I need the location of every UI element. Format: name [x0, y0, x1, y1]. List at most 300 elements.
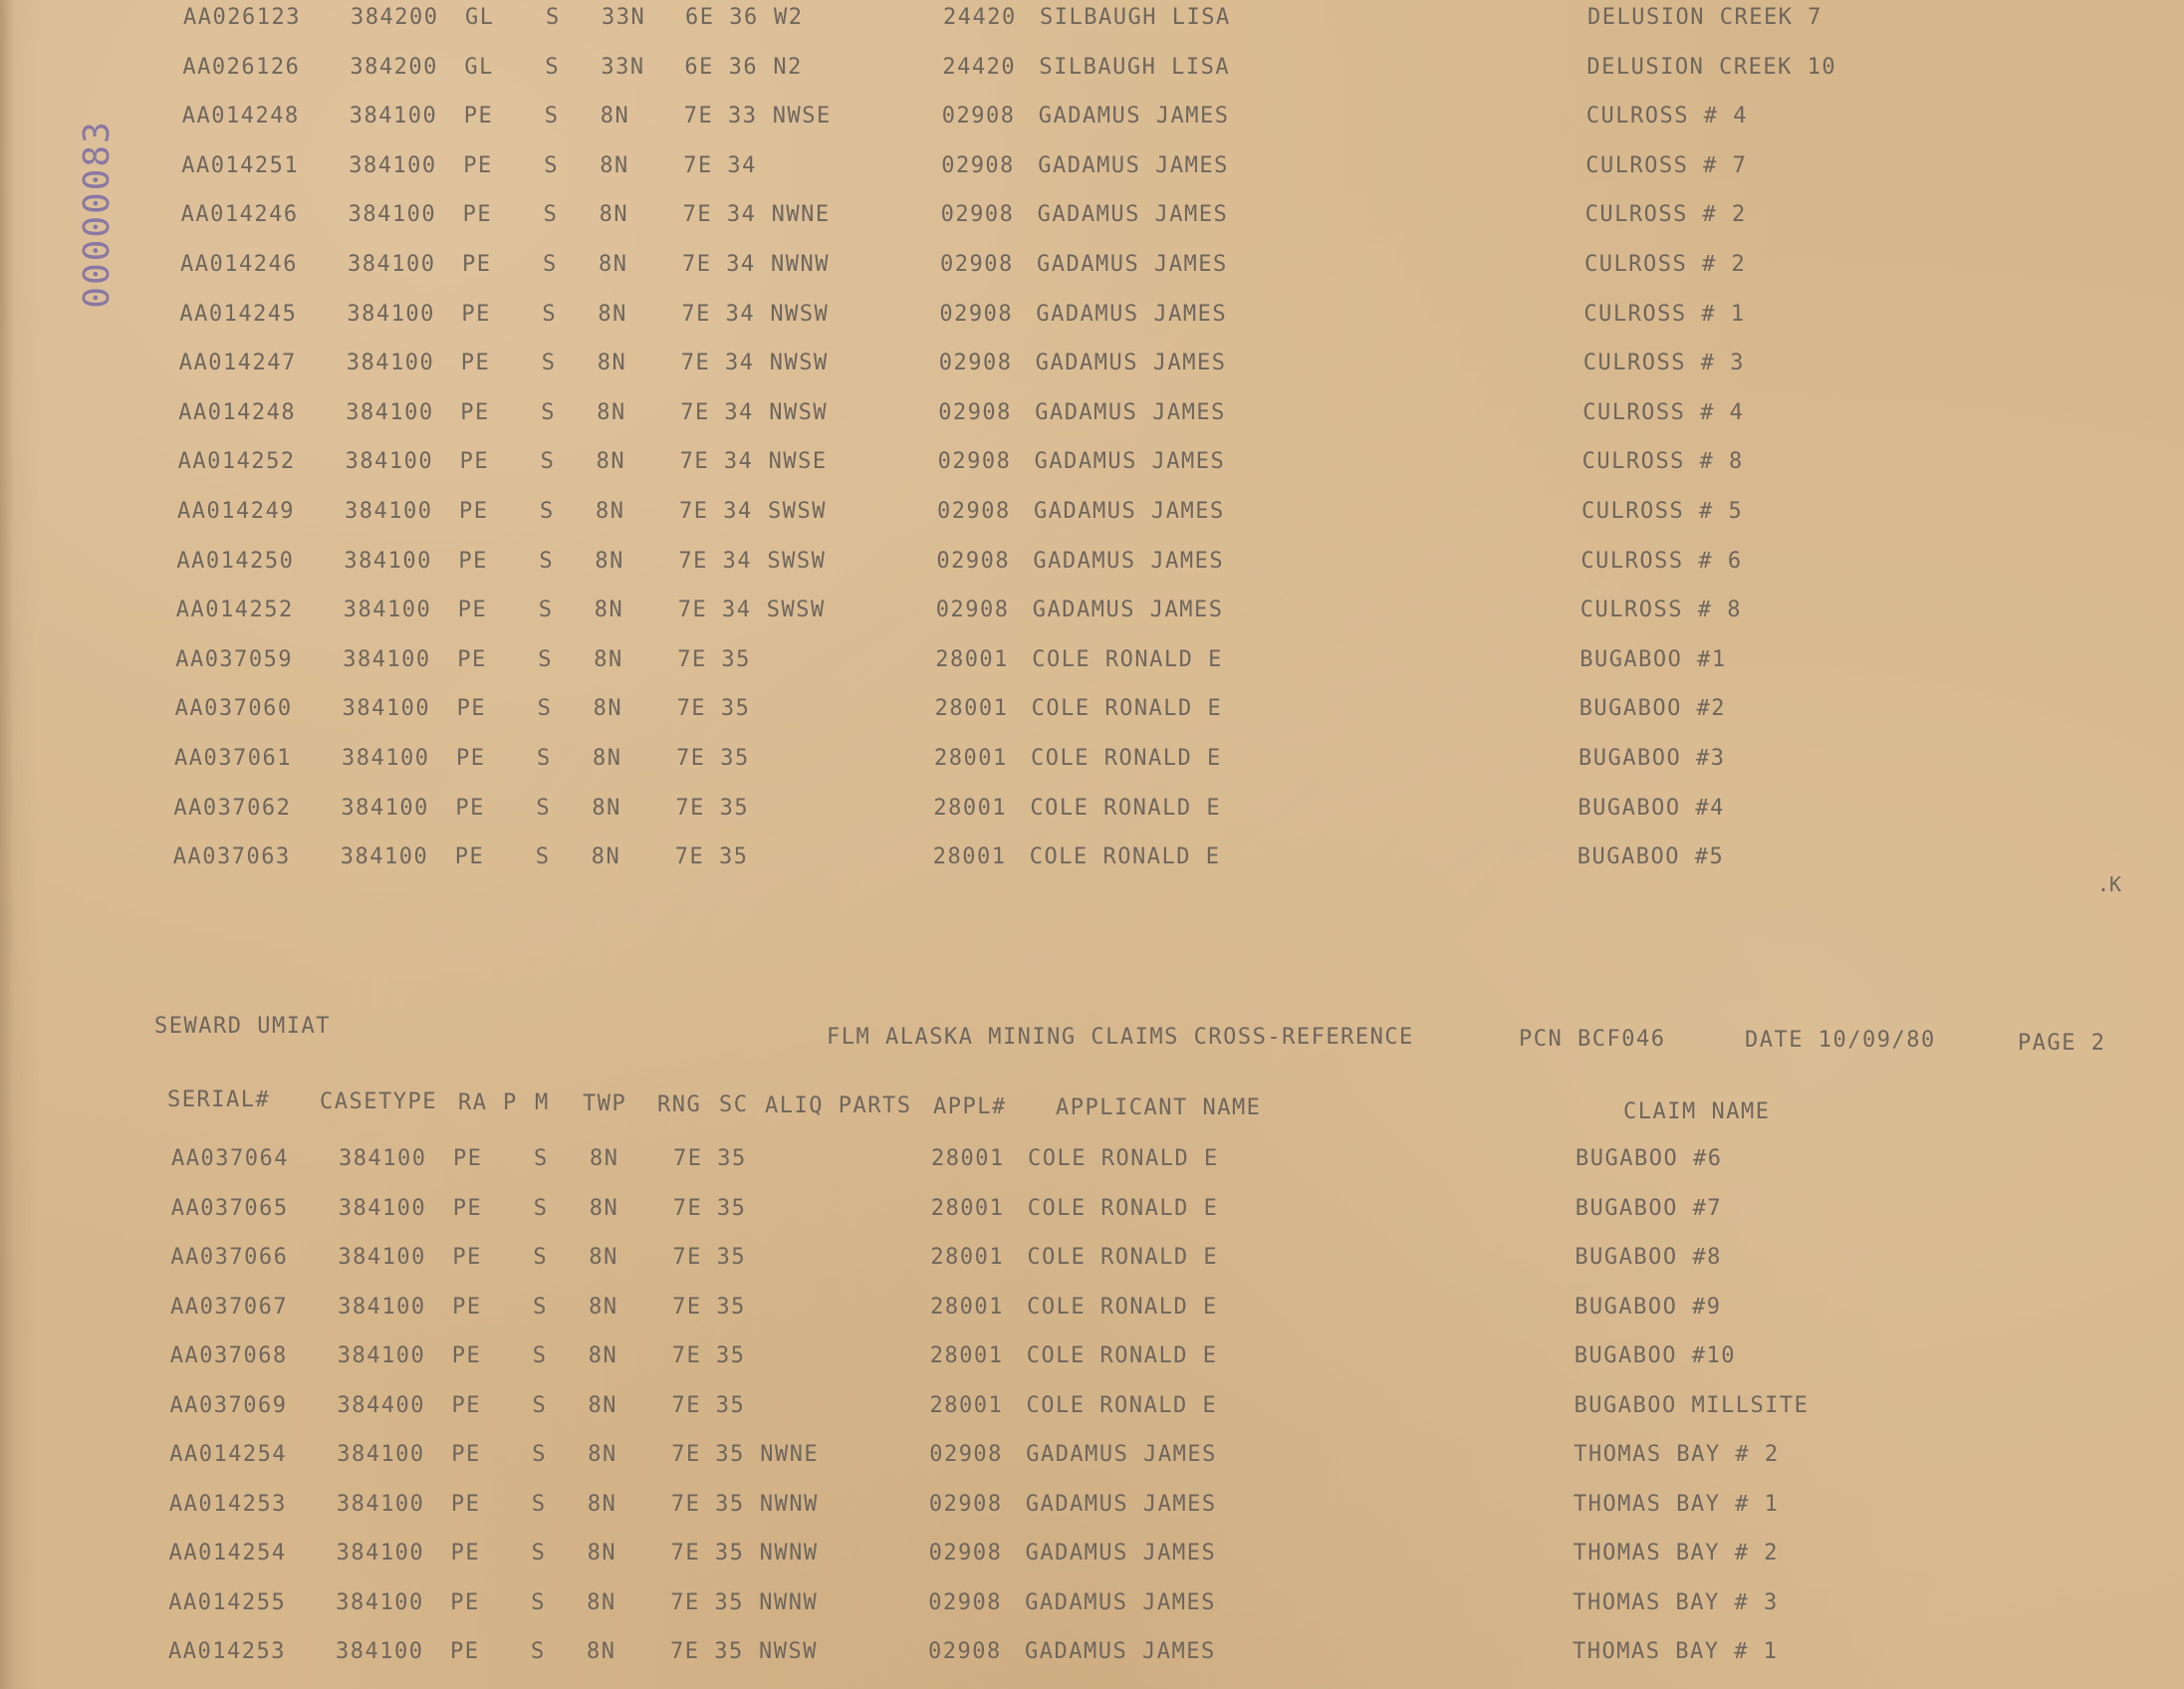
col-applicant-name: APPLICANT NAME: [1056, 1095, 1262, 1120]
serial-number: AA037068: [169, 1343, 288, 1368]
claim-name: CULROSS # 6: [1580, 548, 1743, 574]
township: 8N: [589, 1195, 619, 1221]
applicant-name: GADAMUS JAMES: [1038, 104, 1230, 129]
ra-code: PE: [463, 152, 493, 178]
casetype: 384100: [338, 1195, 427, 1221]
township: 8N: [600, 104, 630, 129]
applicant-name: GADAMUS JAMES: [1034, 499, 1225, 524]
meridian: S: [533, 1245, 549, 1270]
range-section: 7E 35: [673, 1146, 747, 1171]
applicant-name: COLE RONALD E: [1028, 1146, 1219, 1171]
range-section: 6E 36: [685, 5, 759, 30]
ra-code: PE: [451, 1343, 482, 1368]
casetype: 384100: [336, 1491, 425, 1517]
casetype: 384100: [338, 1245, 426, 1270]
township: 8N: [591, 844, 621, 870]
township: 8N: [598, 301, 627, 327]
township: 8N: [594, 598, 624, 623]
applicant-number: 28001: [934, 696, 1009, 722]
meridian: S: [544, 152, 559, 178]
casetype: 384100: [337, 1442, 425, 1467]
applicant-number: 02908: [936, 548, 1011, 574]
township: 8N: [587, 1491, 617, 1517]
township: 8N: [589, 1294, 618, 1320]
table-row: [0, 642, 2180, 678]
meridian: S: [543, 252, 558, 277]
applicant-number: 02908: [928, 1589, 1003, 1615]
table-row: [1, 247, 2184, 283]
applicant-number: 02908: [937, 499, 1011, 524]
col-claim-name: CLAIM NAME: [1623, 1099, 1771, 1124]
claim-name: CULROSS # 1: [1583, 301, 1746, 327]
range-section: 7E 34: [678, 548, 753, 574]
range-section: 7E 35: [671, 1392, 746, 1418]
township: 8N: [599, 202, 629, 228]
claim-name: CULROSS # 5: [1581, 499, 1744, 524]
applicant-name: COLE RONALD E: [1029, 844, 1221, 870]
meridian: S: [537, 746, 552, 771]
township: 8N: [587, 1589, 616, 1615]
ra-code: PE: [457, 598, 488, 623]
applicant-name: GADAMUS JAMES: [1037, 202, 1229, 228]
ra-code: PE: [456, 746, 486, 771]
range-section: 7E 35: [672, 1195, 747, 1221]
claim-name: BUGABOO #10: [1574, 1343, 1737, 1368]
claim-name: BUGABOO #4: [1577, 795, 1725, 821]
applicant-name: GADAMUS JAMES: [1035, 351, 1227, 376]
applicant-number: 02908: [929, 1442, 1003, 1467]
aliquot-parts: NWNE: [760, 1442, 820, 1467]
meridian: S: [540, 449, 556, 475]
claim-name: CULROSS # 7: [1585, 152, 1748, 178]
col-aliq-parts: ALIQ PARTS: [765, 1093, 912, 1118]
table-row: [0, 1437, 2174, 1473]
ra-code: PE: [450, 1541, 481, 1566]
ra-code: PE: [459, 449, 490, 475]
claim-name: BUGABOO #3: [1578, 746, 1726, 771]
ra-code: PE: [450, 1589, 480, 1615]
table-row: [0, 544, 2181, 580]
page-number: PAGE 2: [2018, 1031, 2106, 1056]
casetype: 384100: [344, 548, 432, 574]
casetype: 384100: [336, 1589, 424, 1615]
township: 8N: [595, 548, 624, 574]
range-section: 7E 35: [670, 1541, 745, 1566]
serial-number: AA014248: [181, 104, 300, 129]
claim-name: BUGABOO #8: [1575, 1245, 1722, 1270]
applicant-number: 02908: [928, 1491, 1003, 1517]
meridian: S: [541, 399, 556, 425]
serial-number: AA014246: [180, 202, 299, 228]
range-section: 7E 34: [682, 202, 757, 228]
casetype: 384400: [337, 1392, 425, 1418]
meridian: S: [544, 104, 560, 129]
table-row: [3, 99, 2184, 134]
claim-name: BUGABOO #1: [1579, 646, 1727, 672]
casetype: 384100: [340, 844, 429, 870]
aliquot-parts: SWSW: [766, 598, 826, 623]
claim-name: BUGABOO #6: [1576, 1146, 1723, 1171]
township: 8N: [587, 1639, 616, 1664]
aliquot-parts: NWNE: [771, 202, 831, 228]
ra-code: PE: [463, 104, 494, 129]
township: 8N: [594, 646, 623, 672]
range-section: 7E 35: [672, 1245, 747, 1270]
serial-number: AA014255: [168, 1589, 287, 1615]
applicant-number: 02908: [940, 252, 1014, 277]
meridian: S: [538, 598, 554, 623]
applicant-name: GADAMUS JAMES: [1025, 1541, 1217, 1566]
casetype: 384100: [339, 1146, 427, 1171]
range-section: 7E 34: [681, 301, 756, 327]
casetype: 384100: [337, 1343, 426, 1368]
page-stamp-number: 00000083: [77, 120, 118, 309]
table-row: [0, 297, 2184, 333]
township: 33N: [601, 54, 645, 80]
ra-code: PE: [451, 1442, 481, 1467]
pcn-label: PCN BCF046: [1519, 1027, 1666, 1052]
serial-number: AA037064: [171, 1146, 289, 1171]
casetype: 384100: [341, 795, 429, 821]
range-section: 6E 36: [684, 54, 759, 80]
casetype: 384100: [345, 499, 433, 524]
aliquot-parts: NWSW: [770, 301, 830, 327]
township: 8N: [592, 795, 621, 821]
range-section: 7E 34: [679, 449, 754, 475]
meridian: S: [531, 1491, 547, 1517]
col-serial: SERIAL#: [167, 1087, 271, 1112]
ra-code: PE: [457, 646, 487, 672]
applicant-name: COLE RONALD E: [1027, 1195, 1219, 1221]
ra-code: PE: [458, 548, 488, 574]
ra-code: PE: [452, 1294, 482, 1320]
range-section: 7E 35: [675, 795, 750, 821]
serial-number: AA037066: [170, 1245, 289, 1270]
applicant-name: GADAMUS JAMES: [1037, 252, 1228, 277]
applicant-number: 28001: [929, 1343, 1004, 1368]
aliquot-parts: NWNW: [759, 1589, 819, 1615]
claim-name: THOMAS BAY # 2: [1574, 1442, 1780, 1467]
casetype: 384100: [348, 202, 437, 228]
meridian: S: [532, 1343, 548, 1368]
serial-number: AA014254: [168, 1541, 287, 1566]
meridian: S: [534, 1146, 549, 1171]
applicant-number: 02908: [940, 202, 1015, 228]
col-p: P: [503, 1090, 518, 1115]
meridian: S: [543, 202, 559, 228]
ra-code: PE: [455, 795, 485, 821]
meridian: S: [536, 795, 552, 821]
ra-code: PE: [462, 252, 492, 277]
ra-code: PE: [452, 1195, 483, 1221]
serial-number: AA014249: [177, 499, 295, 524]
meridian: S: [531, 1639, 546, 1664]
applicant-name: GADAMUS JAMES: [1034, 449, 1226, 475]
col-appl: APPL#: [933, 1094, 1007, 1119]
applicant-name: SILBAUGH LISA: [1039, 54, 1231, 80]
edge-mark: .K: [2097, 872, 2122, 896]
applicant-number: 28001: [929, 1392, 1004, 1418]
serial-number: AA014254: [169, 1442, 288, 1467]
table-row: [0, 494, 2182, 530]
ra-code: GL: [465, 5, 495, 30]
table-row: [0, 1240, 2175, 1276]
casetype: 384100: [346, 351, 435, 376]
ra-code: PE: [460, 351, 491, 376]
casetype: 384100: [348, 252, 436, 277]
applicant-name: COLE RONALD E: [1032, 646, 1223, 672]
range-section: 7E 34: [679, 499, 753, 524]
casetype: 384100: [343, 598, 432, 623]
casetype: 384100: [349, 104, 438, 129]
meridian: S: [537, 696, 553, 722]
meridian: S: [533, 1294, 548, 1320]
range-section: 7E 35: [672, 1294, 746, 1320]
township: 8N: [597, 351, 627, 376]
casetype: 384100: [343, 646, 431, 672]
aliquot-parts: N2: [773, 54, 803, 80]
claim-name: THOMAS BAY # 1: [1573, 1639, 1779, 1664]
aliquot-parts: W2: [774, 5, 804, 30]
range-section: 7E 33: [683, 104, 758, 129]
range-section: 7E 35: [670, 1589, 745, 1615]
meridian: S: [546, 5, 561, 30]
casetype: 384100: [342, 696, 431, 722]
applicant-name: GADAMUS JAMES: [1036, 301, 1228, 327]
table-row: [2, 197, 2184, 233]
meridian: S: [539, 548, 555, 574]
claim-name: BUGABOO MILLSITE: [1574, 1392, 1810, 1418]
applicant-name: SILBAUGH LISA: [1040, 5, 1231, 30]
table-row: [0, 840, 2178, 875]
township: 8N: [590, 1146, 619, 1171]
applicant-number: 02908: [938, 351, 1013, 376]
township: 8N: [593, 746, 622, 771]
township: 8N: [596, 449, 626, 475]
applicant-number: 02908: [935, 598, 1010, 623]
claim-name: THOMAS BAY # 1: [1573, 1491, 1780, 1517]
ra-code: PE: [450, 1639, 480, 1664]
meridian: S: [540, 499, 555, 524]
table-row: [0, 791, 2178, 827]
serial-number: AA014252: [175, 598, 294, 623]
col-twp: TWP: [583, 1091, 627, 1116]
range-section: 7E 35: [676, 746, 750, 771]
ra-code: PE: [454, 844, 485, 870]
casetype: 384200: [351, 5, 439, 30]
claim-name: CULROSS # 2: [1584, 252, 1747, 277]
date-label: DATE 10/09/80: [1745, 1028, 1936, 1053]
range-section: 7E 34: [677, 598, 752, 623]
region-label: SEWARD UMIAT: [154, 1014, 331, 1039]
table-row: [0, 691, 2180, 727]
claim-name: CULROSS # 4: [1585, 104, 1749, 129]
casetype: 384100: [336, 1639, 424, 1664]
range-section: 7E 35: [671, 1343, 746, 1368]
applicant-name: GADAMUS JAMES: [1033, 548, 1225, 574]
township: 8N: [600, 152, 629, 178]
claim-name: CULROSS # 4: [1582, 399, 1745, 425]
serial-number: AA037059: [175, 646, 294, 672]
table-row: [0, 1536, 2174, 1571]
casetype: 384100: [346, 399, 434, 425]
table-row: [0, 1191, 2176, 1227]
meridian: S: [533, 1195, 549, 1221]
serial-number: AA014251: [181, 152, 300, 178]
serial-number: AA014253: [168, 1639, 286, 1664]
aliquot-parts: NWSE: [768, 449, 828, 475]
claim-name: CULROSS # 8: [1579, 598, 1743, 623]
applicant-name: COLE RONALD E: [1026, 1392, 1218, 1418]
table-row: [0, 444, 2183, 480]
range-section: 7E 35: [670, 1639, 744, 1664]
claim-name: BUGABOO #7: [1575, 1195, 1723, 1221]
casetype: 384100: [349, 152, 437, 178]
table-row: [0, 1290, 2175, 1326]
meridian: S: [532, 1392, 548, 1418]
serial-number: AA037069: [169, 1392, 288, 1418]
applicant-name: COLE RONALD E: [1027, 1294, 1218, 1320]
serial-number: AA037062: [173, 795, 292, 821]
applicant-number: 28001: [935, 646, 1009, 672]
applicant-name: GADAMUS JAMES: [1035, 399, 1226, 425]
township: 33N: [602, 5, 646, 30]
applicant-number: 28001: [934, 746, 1008, 771]
claim-name: BUGABOO #5: [1577, 844, 1725, 870]
applicant-number: 28001: [932, 844, 1007, 870]
applicant-number: 28001: [930, 1195, 1005, 1221]
township: 8N: [593, 696, 623, 722]
applicant-number: 02908: [928, 1541, 1003, 1566]
applicant-name: COLE RONALD E: [1031, 696, 1223, 722]
township: 8N: [588, 1343, 618, 1368]
meridian: S: [531, 1541, 547, 1566]
col-m: M: [535, 1090, 550, 1115]
casetype: 384100: [345, 449, 434, 475]
applicant-number: 28001: [930, 1294, 1004, 1320]
serial-number: AA014245: [179, 301, 298, 327]
claim-name: BUGABOO #9: [1575, 1294, 1722, 1320]
ra-code: PE: [450, 1491, 481, 1517]
township: 8N: [587, 1541, 617, 1566]
serial-number: AA037065: [170, 1195, 289, 1221]
claim-name: DELUSION CREEK 10: [1586, 54, 1837, 80]
aliquot-parts: NWNW: [759, 1541, 819, 1566]
table-row: [4, 0, 2184, 36]
aliquot-parts: NWNW: [771, 252, 830, 277]
meridian: S: [538, 646, 553, 672]
applicant-name: COLE RONALD E: [1031, 746, 1222, 771]
col-ra: RA: [458, 1090, 488, 1115]
ra-code: PE: [459, 499, 489, 524]
table-row: [2, 148, 2184, 184]
serial-number: AA014252: [177, 449, 296, 475]
claim-name: CULROSS # 2: [1584, 202, 1747, 228]
col-casetype: CASETYPE: [320, 1089, 437, 1114]
serial-number: AA037067: [170, 1294, 289, 1320]
applicant-name: COLE RONALD E: [1026, 1343, 1218, 1368]
table-row: [0, 1388, 2175, 1424]
ra-code: PE: [452, 1245, 482, 1270]
table-row: [0, 741, 2179, 777]
ra-code: PE: [460, 399, 490, 425]
applicant-name: GADAMUS JAMES: [1025, 1491, 1217, 1517]
applicant-number: 28001: [933, 795, 1008, 821]
table-row: [0, 1487, 2174, 1523]
serial-number: AA037060: [174, 696, 293, 722]
table-row: [0, 1141, 2176, 1177]
report-title: FLM ALASKA MINING CLAIMS CROSS-REFERENCE: [827, 1025, 1414, 1050]
aliquot-parts: NWSW: [769, 351, 829, 376]
aliquot-parts: NWSW: [759, 1639, 818, 1664]
claim-name: THOMAS BAY # 2: [1573, 1541, 1780, 1566]
serial-number: AA014246: [180, 252, 298, 277]
ra-code: PE: [453, 1146, 483, 1171]
range-section: 7E 34: [682, 252, 756, 277]
applicant-number: 02908: [937, 449, 1012, 475]
serial-number: AA037063: [172, 844, 291, 870]
claim-name: BUGABOO #2: [1578, 696, 1727, 722]
township: 8N: [589, 1245, 618, 1270]
meridian: S: [542, 301, 558, 327]
township: 8N: [588, 1442, 617, 1467]
serial-number: AA026126: [182, 54, 301, 80]
range-section: 7E 35: [674, 844, 749, 870]
serial-number: AA014247: [178, 351, 297, 376]
meridian: S: [541, 351, 557, 376]
applicant-name: GADAMUS JAMES: [1026, 1442, 1217, 1467]
ra-code: PE: [451, 1392, 481, 1418]
aliquot-parts: SWSW: [768, 499, 827, 524]
ra-code: PE: [461, 301, 491, 327]
meridian: S: [531, 1589, 547, 1615]
serial-number: AA014253: [168, 1491, 287, 1517]
aliquot-parts: NWSW: [769, 399, 829, 425]
claim-name: CULROSS # 3: [1582, 351, 1746, 376]
range-section: 7E 34: [680, 351, 755, 376]
table-row: [0, 1338, 2175, 1374]
applicant-number: 02908: [938, 399, 1012, 425]
applicant-number: 02908: [939, 301, 1014, 327]
applicant-name: GADAMUS JAMES: [1032, 598, 1224, 623]
aliquot-parts: NWSE: [772, 104, 832, 129]
table-row: [0, 395, 2183, 431]
table-row: [3, 50, 2184, 86]
claim-name: DELUSION CREEK 7: [1587, 5, 1822, 30]
aliquot-parts: SWSW: [767, 548, 827, 574]
township: 8N: [588, 1392, 617, 1418]
table-row: [0, 346, 2184, 381]
ra-code: PE: [456, 696, 487, 722]
table-row: [0, 1634, 2173, 1670]
applicant-number: 24420: [943, 5, 1017, 30]
claim-name: CULROSS # 8: [1581, 449, 1744, 475]
range-section: 7E 35: [676, 696, 751, 722]
aliquot-parts: NWNW: [759, 1491, 819, 1517]
township: 8N: [597, 399, 626, 425]
casetype: 384200: [350, 54, 438, 80]
applicant-number: 02908: [928, 1639, 1002, 1664]
ra-code: GL: [464, 54, 494, 80]
applicant-name: COLE RONALD E: [1030, 795, 1222, 821]
claim-name: THOMAS BAY # 3: [1573, 1589, 1779, 1615]
applicant-number: 28001: [931, 1146, 1005, 1171]
serial-number: AA037061: [174, 746, 292, 771]
range-section: 7E 35: [670, 1491, 745, 1517]
applicant-name: GADAMUS JAMES: [1025, 1589, 1216, 1615]
casetype: 384100: [336, 1541, 425, 1566]
range-section: 7E 35: [677, 646, 751, 672]
